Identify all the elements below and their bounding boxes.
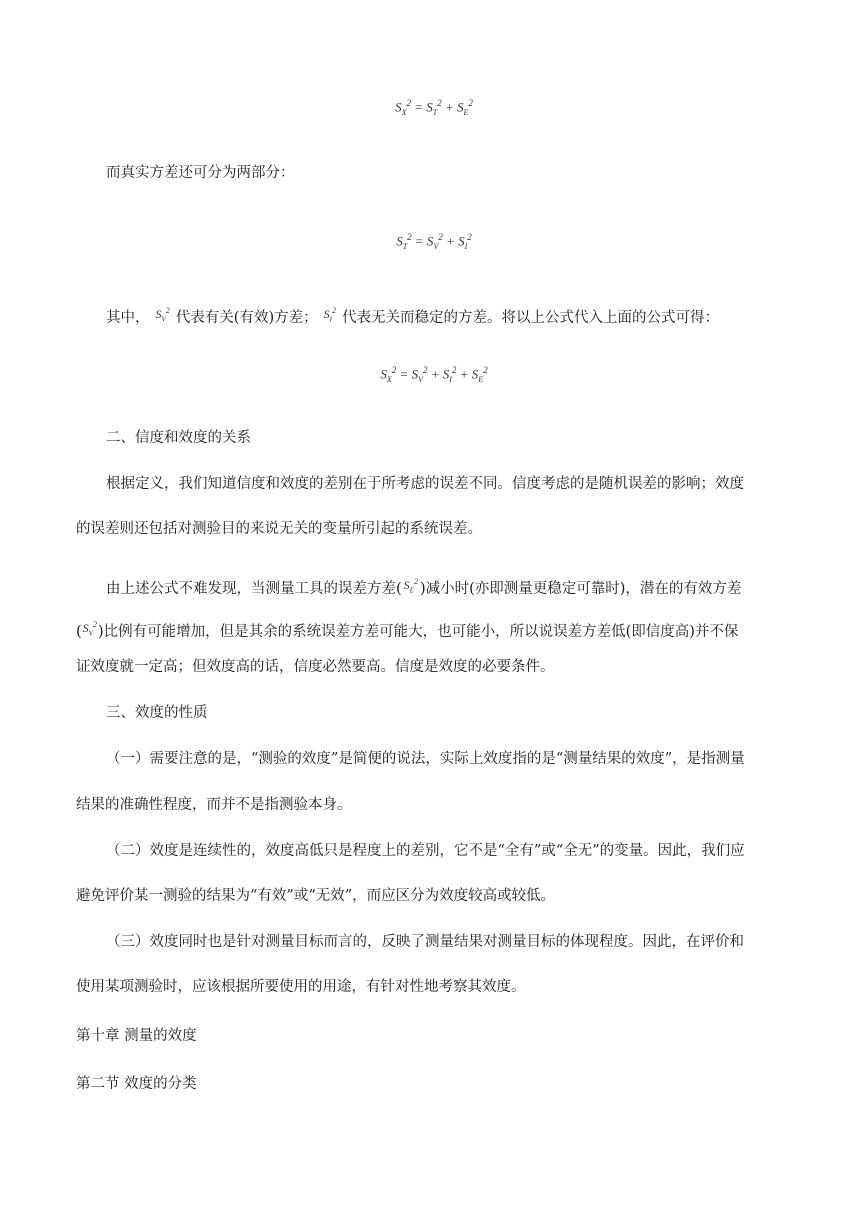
s2-paragraph2-line1 [106, 574, 792, 598]
s3-item1-line2: 结果的准确性程度，而并不是指测验本身。 [76, 797, 352, 813]
se2-inline-symbol: SE2 [403, 577, 418, 595]
section2-heading: 二、信度和效度的关系 [106, 430, 251, 446]
s2-paragraph2-line2 [76, 617, 792, 641]
formula-observed-variance: $S_X^2 = S_T^2 + S_E^2$ [395, 98, 473, 117]
s2p2-line1-part-a: 由上述公式不难发现，当测量工具的误差方差( [106, 581, 402, 597]
definitions-part-b: 代表有关(有效)方差； [175, 310, 318, 326]
s3-item3-line1: （三）效度同时也是针对测量目标而言的，反映了测量结果对测量目标的体现程度。因此，在评价和 [106, 934, 744, 950]
s2p2-line2-part-b: )比例有可能增加，但是其余的系统误差方差可能大，也可能小，所以说误差方差低(即信度高)并不保 [97, 624, 739, 640]
paragraph-true-variance: 而真实方差还可分为两部分： [106, 165, 295, 181]
s3-item1-line1: （一）需要注意的是，“测验的效度”是简便的说法，实际上效度指的是“测量结果的效度”，是指测量 [106, 751, 745, 767]
definitions-part-c: 代表无关而稳定的方差。将以上公式代入上面的公式可得： [341, 310, 719, 326]
paragraph-definitions [106, 303, 792, 327]
definitions-part-a: 其中， [106, 310, 150, 326]
s3-item3-line2: 使用某项测验时，应该根据所要使用的用途，有针对性地考察其效度。 [76, 979, 526, 995]
formula-true-variance: $S_T^2 = S_V^2 + S_I^2$ [396, 232, 472, 251]
s3-item2-line1: （二）效度是连续性的，效度高低只是程度上的差别，它不是“全有”或“全无”的变量。因此，我们应 [106, 843, 745, 859]
si2-inline-symbol: SI2 [323, 306, 336, 324]
section3-heading: 三、效度的性质 [106, 705, 208, 721]
formula-combined-variance: $S_X^2 = S_V^2 + S_I^2 + S_E^2$ [380, 365, 488, 384]
s2-paragraph1-line2: 的误差则还包括对测验目的来说无关的变量所引起的系统误差。 [76, 521, 482, 537]
s2p2-line1-part-b: )减小时(亦即测量更稳定可靠时)，潜在的有效方差 [419, 581, 742, 597]
section-title: 第二节 效度的分类 [76, 1076, 197, 1092]
s3-item2-line2: 避免评价某一测验的结果为“有效”或“无效”，而应区分为效度较高或较低。 [76, 888, 556, 904]
s2p2-line2-part-a: ( [76, 624, 82, 640]
sv2-inline-symbol-2: SV2 [82, 620, 97, 638]
s2-paragraph1-line1: 根据定义，我们知道信度和效度的差别在于所考虑的误差不同。信度考虑的是随机误差的影响；效度 [106, 476, 744, 492]
s2-paragraph2-line3: 证效度就一定高；但效度高的话，信度必然要高。信度是效度的必要条件。 [76, 659, 555, 675]
sv2-inline-symbol: SV2 [155, 306, 170, 324]
chapter-title: 第十章 测量的效度 [76, 1028, 197, 1044]
